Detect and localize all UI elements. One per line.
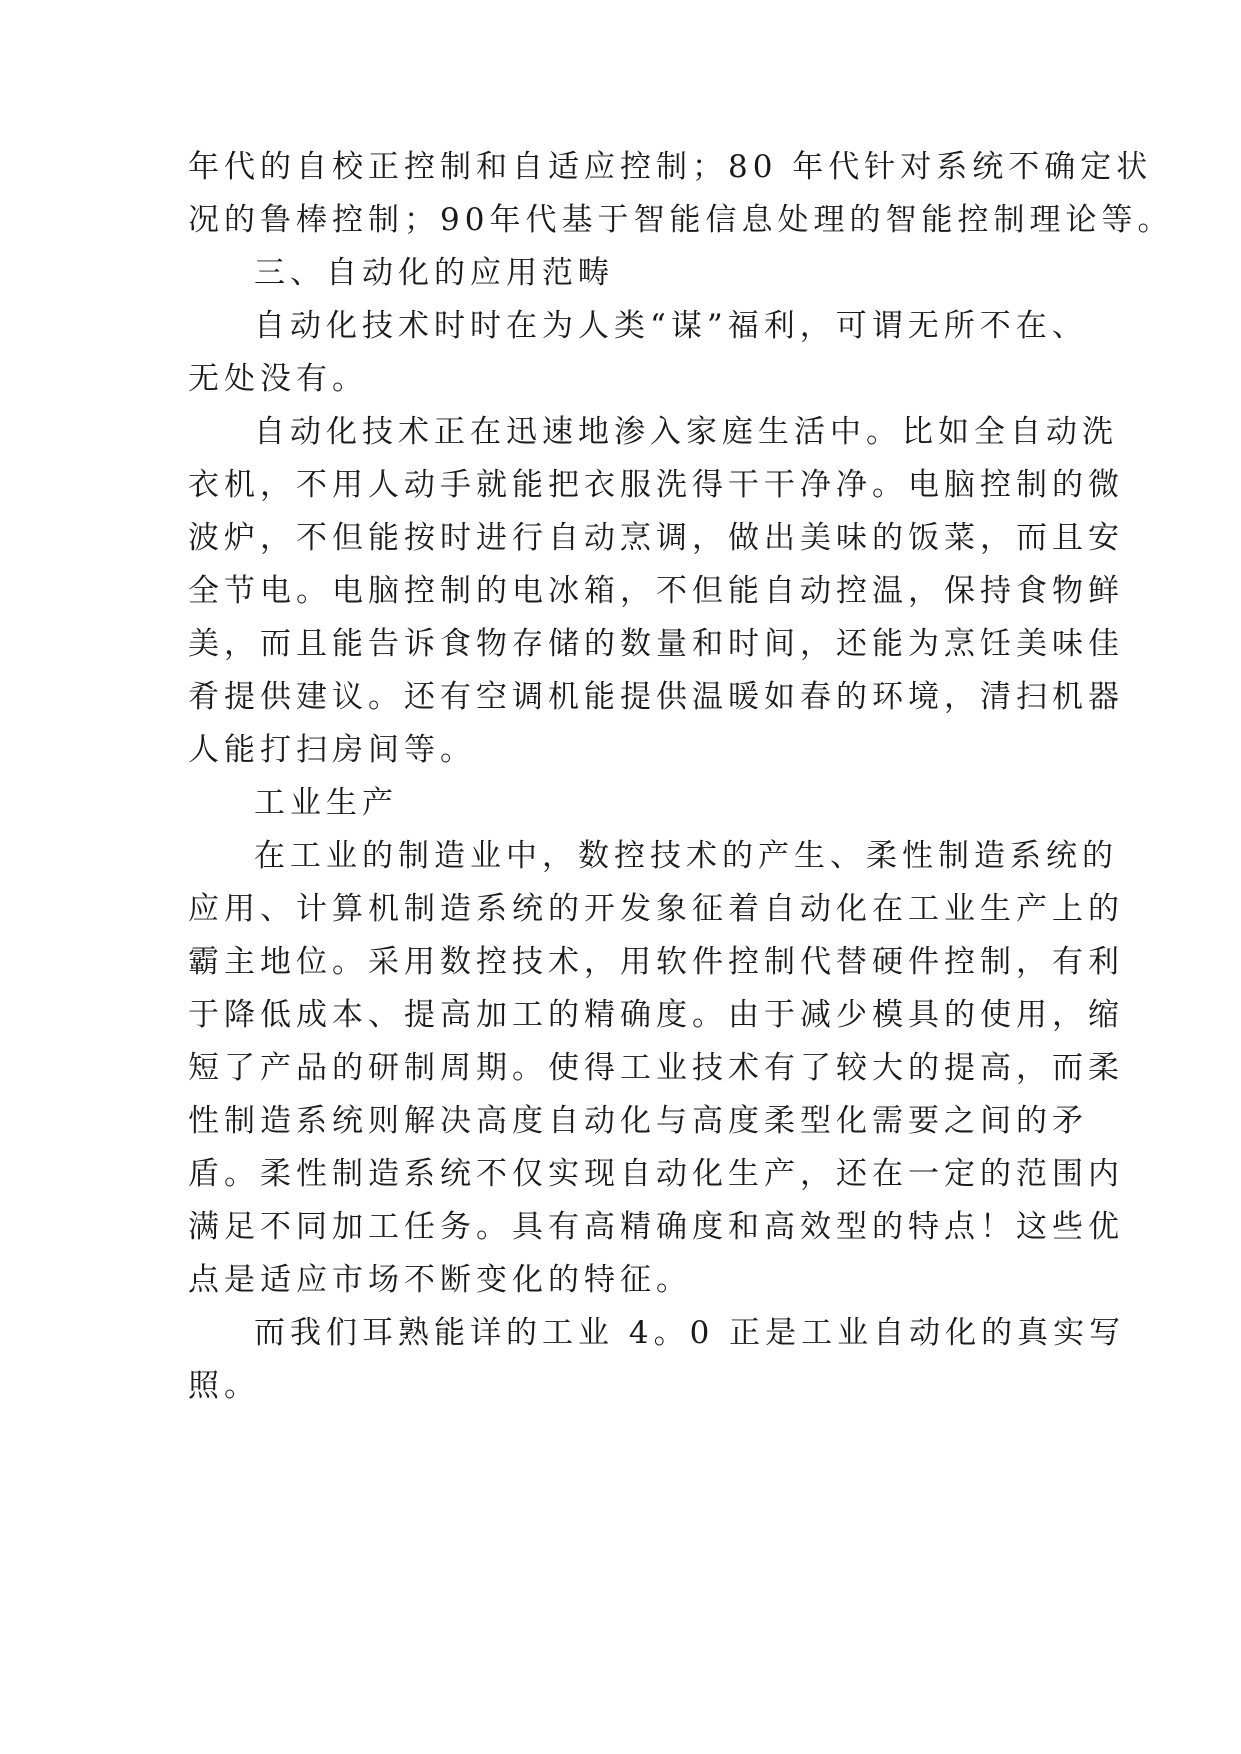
text-line: 点是适应市场不断变化的特征。 (188, 1262, 692, 1298)
text-line: 霸主地位。采用数控技术，用软件控制代替硬件控制，有利 (188, 944, 1124, 980)
text-line: 盾。柔性制造系统不仅实现自动化生产，还在一定的范围内 (188, 1156, 1124, 1192)
text-line: 况的鲁棒控制；90年代基于智能信息处理的智能控制理论等。 (188, 202, 1174, 238)
section-heading: 三、自动化的应用范畴 (254, 255, 614, 291)
text-line: 照。 (188, 1368, 260, 1404)
text-line: 自动化技术正在迅速地渗入家庭生活中。比如全自动洗 (254, 414, 1118, 450)
text-line: 自动化技术时时在为人类“谋”福利，可谓无所不在、 (254, 308, 1088, 344)
text-line: 而我们耳熟能详的工业 4。0 正是工业自动化的真实写 (254, 1315, 1126, 1351)
text-line: 年代的自校正控制和自适应控制；80 年代针对系统不确定状 (188, 149, 1153, 185)
text-line: 于降低成本、提高加工的精确度。由于减少模具的使用，缩 (188, 997, 1124, 1033)
text-line: 性制造系统则解决高度自动化与高度柔型化需要之间的矛 (188, 1103, 1088, 1139)
text-line: 满足不同加工任务。具有高精确度和高效型的特点！这些优 (188, 1209, 1124, 1245)
text-line: 肴提供建议。还有空调机能提供温暖如春的环境，清扫机器 (188, 679, 1124, 715)
text-line: 无处没有。 (188, 361, 368, 397)
text-line: 全节电。电脑控制的电冰箱，不但能自动控温，保持食物鲜 (188, 573, 1124, 609)
text-line: 在工业的制造业中，数控技术的产生、柔性制造系统的 (254, 838, 1118, 874)
text-line: 美，而且能告诉食物存储的数量和时间，还能为烹饪美味佳 (188, 626, 1124, 662)
text-line: 衣机，不用人动手就能把衣服洗得干干净净。电脑控制的微 (188, 467, 1124, 503)
text-line: 短了产品的研制周期。使得工业技术有了较大的提高，而柔 (188, 1050, 1124, 1086)
text-line: 应用、计算机制造系统的开发象征着自动化在工业生产上的 (188, 891, 1124, 927)
subsection-heading: 工业生产 (254, 785, 398, 821)
text-line: 人能打扫房间等。 (188, 732, 476, 768)
text-line: 波炉，不但能按时进行自动烹调，做出美味的饭菜，而且安 (188, 520, 1124, 556)
